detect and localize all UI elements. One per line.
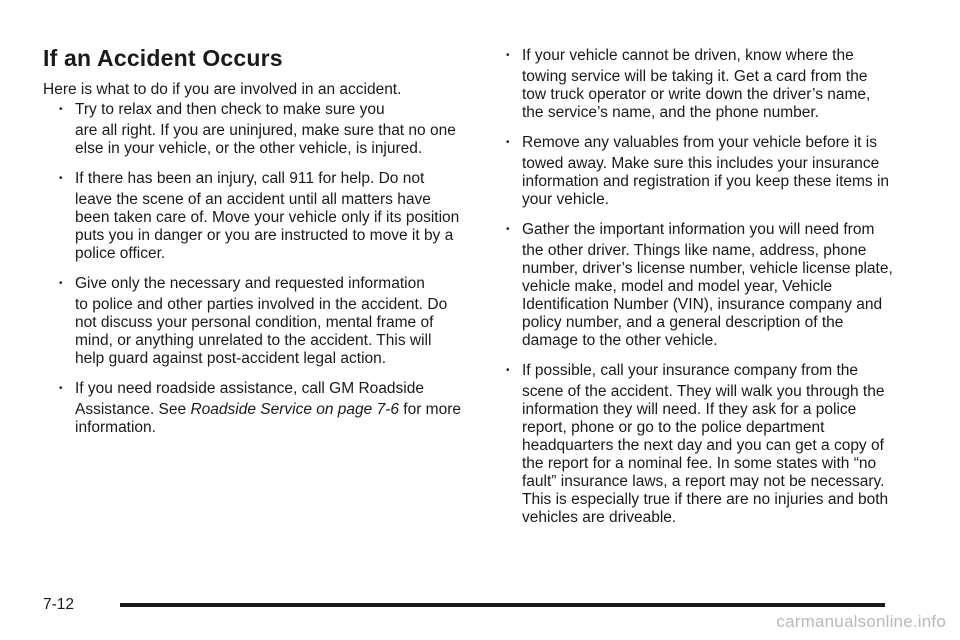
bullet-first-line: If there has been an injury, call 911 for help. Do not	[75, 170, 425, 187]
right-bullet-list	[490, 47, 895, 539]
bullet-first-line: If your vehicle cannot be driven, know where the	[522, 47, 854, 64]
bullet-text: are all right. If you are uninjured, make sure that no one else in your vehicle, or the other vehicle, is injured.	[75, 122, 456, 157]
list-item	[43, 380, 461, 437]
bullet-text: to police and other parties involved in the accident. Do not discuss your personal condition, mental frame of mind, or anything unrelated to the accident. This will help guard against post-accident legal action.	[75, 296, 448, 367]
bullet-text: towing service will be taking it. Get a card from the tow truck operator or write down the driver’s name, the service’s name, and the phone number.	[522, 68, 871, 121]
bullet-first-line: Remove any valuables from your vehicle before it is	[522, 134, 877, 151]
bullet-icon: •	[506, 50, 510, 61]
bullet-text: towed away. Make sure this includes your insurance information and registration if you keep these items in your vehicle.	[522, 155, 890, 208]
footer-divider	[120, 603, 885, 607]
bullet-text-after: for more information.	[75, 401, 461, 436]
bullet-first-line: If possible, call your insurance company from the	[522, 362, 858, 379]
list-item	[490, 221, 895, 350]
bullet-first-line: If you need roadside assistance, call GM Roadside	[75, 380, 424, 397]
bullet-text: scene of the accident. They will walk you through the information they will need. If they ask for a police report, phone or go to the police department headquarters the next day and you can get a copy of the report for a nominal fee. In some states with “no fault” insurance laws, a report may not be necessary. This is especially true if there are no injuries and both vehicles are driveable.	[522, 383, 889, 526]
bullet-first-line: Gather the important information you will need from	[522, 221, 875, 238]
bullet-text: leave the scene of an accident until all matters have been taken care of. Move your vehicle only if its position puts you in danger or you are instructed to move it by a police officer.	[75, 191, 460, 262]
list-item	[490, 47, 895, 122]
intro-text: Here is what to do if you are involved in an accident.	[43, 81, 402, 98]
bullet-first-line: Give only the necessary and requested information	[75, 275, 425, 292]
bullet-icon: •	[59, 173, 63, 184]
cross-reference-link[interactable]: Roadside Service on page 7-6	[190, 401, 399, 418]
left-bullet-list	[43, 101, 461, 449]
bullet-first-line: Try to relax and then check to make sure you	[75, 101, 385, 118]
bullet-icon: •	[506, 365, 510, 376]
list-item	[43, 101, 461, 158]
bullet-icon: •	[506, 137, 510, 148]
bullet-icon: •	[506, 224, 510, 235]
bullet-icon: •	[59, 383, 63, 394]
watermark-text: carmanualsonline.info	[776, 612, 946, 631]
section-title: If an Accident Occurs	[43, 45, 283, 71]
page-number: 7-12	[43, 596, 75, 613]
list-item	[490, 362, 895, 527]
list-item	[43, 170, 461, 263]
list-item	[490, 134, 895, 209]
bullet-text-before: Assistance. See	[75, 401, 191, 418]
list-item	[43, 275, 461, 368]
bullet-text: the other driver. Things like name, address, phone number, driver’s license number, vehicle license plate, vehicle make, model and model year, Vehicle Identification Number (VIN), insurance company and policy number, and a general description of the damage to the other vehicle.	[522, 242, 893, 349]
bullet-icon: •	[59, 278, 63, 289]
bullet-icon: •	[59, 104, 63, 115]
